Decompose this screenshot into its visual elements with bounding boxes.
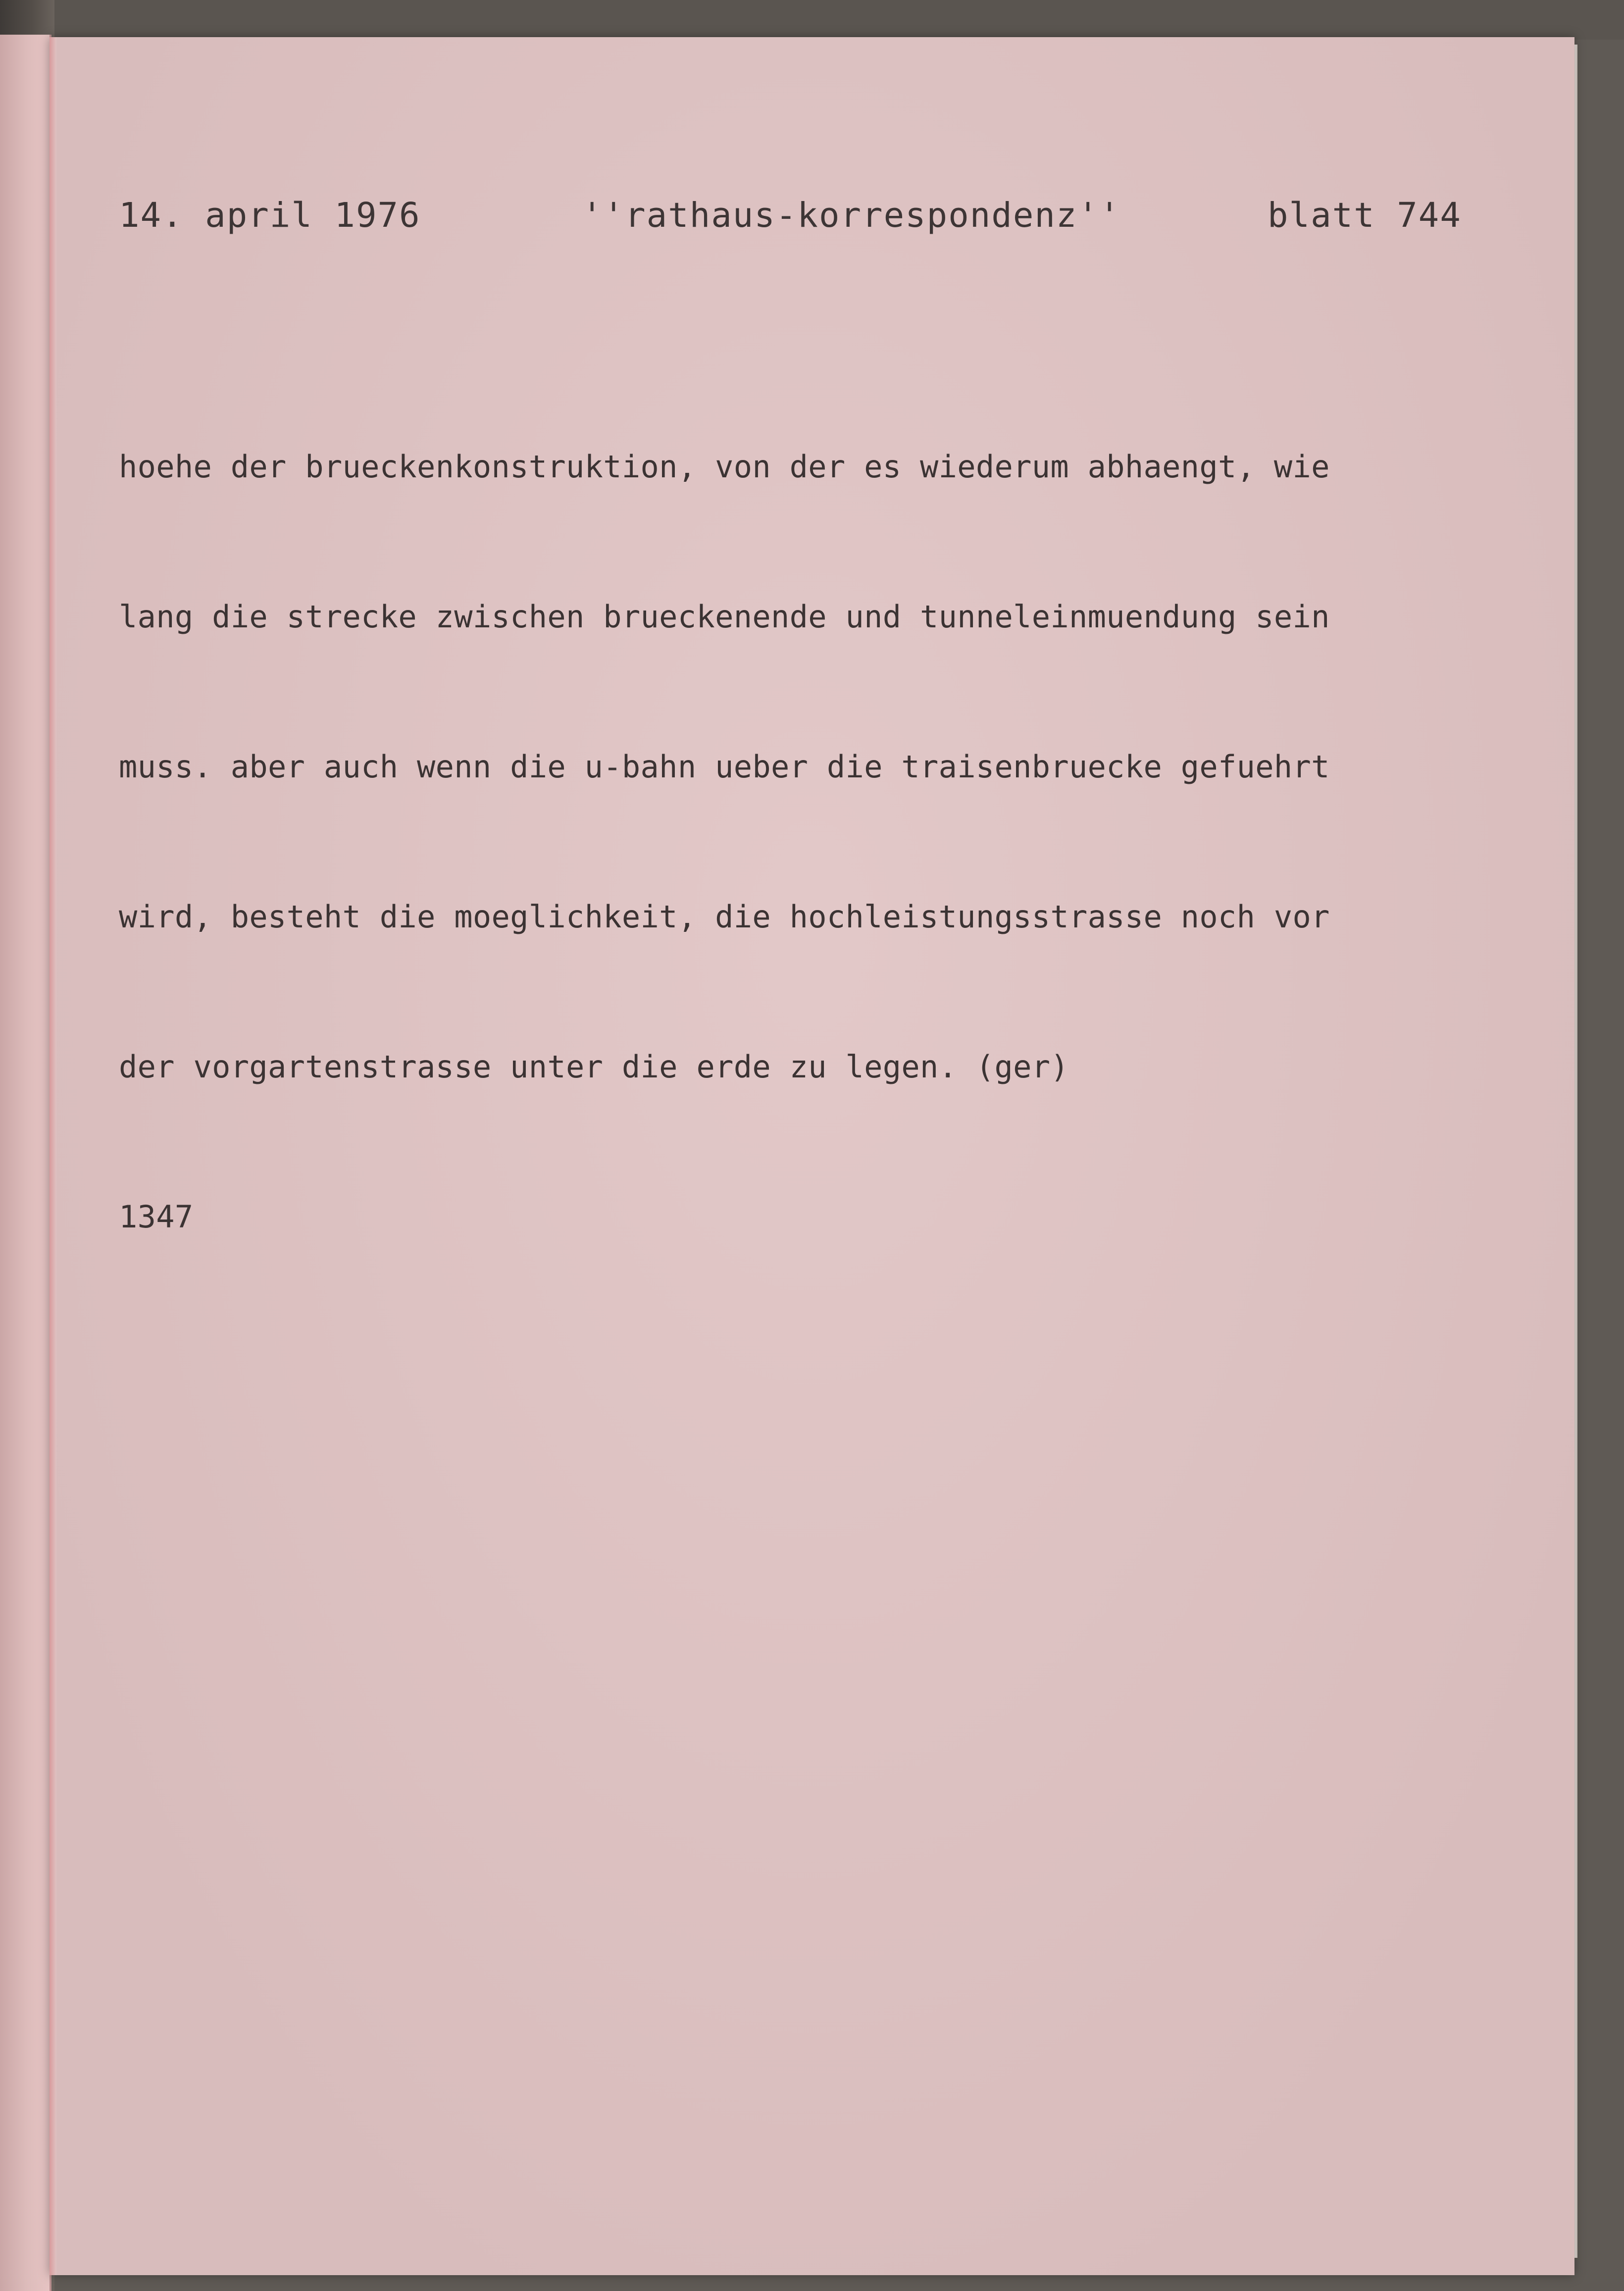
body-line: der vorgartenstrasse unter die erde zu legen. (ger): [119, 1049, 1069, 1085]
header-sheet-number: blatt 744: [1268, 196, 1462, 235]
binding-edge: [50, 37, 56, 2275]
background-top: [0, 0, 1624, 40]
body-line: wird, besteht die moeglichkeit, die hochleistungsstrasse noch vor: [119, 899, 1330, 935]
body-line: hoehe der brueckenkonstruktion, von der es wiederum abhaengt, wie: [119, 449, 1330, 485]
previous-page-edge: [0, 35, 51, 2291]
body-line: lang die strecke zwischen brueckenende und tunneleinmuendung sein: [119, 599, 1330, 635]
header-publication-title: ''rathaus-korrespondenz'': [582, 196, 1121, 235]
body-line: muss. aber auch wenn die u-bahn ueber die traisenbruecke gefuehrt: [119, 749, 1330, 785]
article-body: [119, 342, 1446, 1292]
header-date: 14. april 1976: [119, 196, 421, 235]
article-number: 1347: [119, 1199, 194, 1235]
